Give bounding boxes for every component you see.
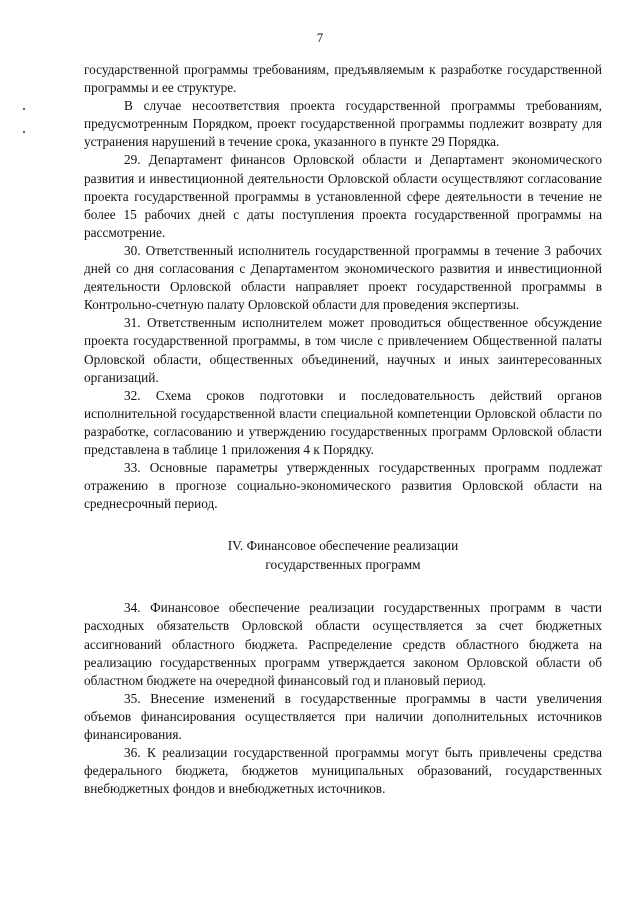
paragraph-32: 32. Схема сроков подготовки и последовательность действий органов исполнительной государственной власти специальной компетенции Орловской области по разработке, согласованию и утверждению государственных программ Орловской области представлена в таблице 1 приложения 4 к Порядку. — [84, 387, 602, 457]
paragraph-30: 30. Ответственный исполнитель государственной программы в течение 3 рабочих дней со дня согласования с Департаментом экономического развития и инвестиционной деятельности Орловской области направляет проект государственной программы в Контрольно-счетную палату Орловской области для проведения экспертизы. — [84, 242, 602, 313]
scan-mark — [23, 108, 25, 110]
paragraph-33: 33. Основные параметры утвержденных государственных программ подлежат отражению в прогнозе социально-экономического развития Орловской области на среднесрочный период. — [84, 460, 602, 512]
paragraph-31: 31. Ответственным исполнителем может проводиться общественное обсуждение проекта государственной программы, в том числе с привлечением Общественной палаты Орловской области, общественных объединений, научных и иных заинтересованных организаций. — [84, 315, 602, 385]
paragraph-mismatch-return: В случае несоответствия проекта государственной программы требованиям, предусмотренным Порядком, проект государственной программы подлежит возврату для устранения нарушений в течение срока, указанного в пункте 29 Порядка. — [84, 98, 602, 150]
paragraph-36: 36. К реализации государственной программы могут быть привлечены средства федерального бюджета, бюджетов муниципальных образований, государственных внебюджетных фондов и внебюджетных источников. — [84, 745, 602, 797]
section-heading-line-1: IV. Финансовое обеспечение реализации — [227, 538, 459, 554]
paragraph-35: 35. Внесение изменений в государственные программы в части увеличения объемов финансирования осуществляется при наличии дополнительных источников финансирования. — [84, 690, 602, 742]
document-body — [84, 61, 602, 798]
paragraph-29: 29. Департамент финансов Орловской области и Департамент экономического развития и инвестиционной деятельности Орловской области осуществляют согласование проекта государственной программы в установленной сфере деятельности в течение не более 15 рабочих дней с даты поступления проекта государственной программы на рассмотрение. — [84, 152, 602, 240]
paragraph-continuation: государственной программы требованиям, предъявляемым к разработке государственной программы и ее структуре. — [84, 62, 602, 96]
section-heading-line-2: государственных программ — [265, 556, 421, 572]
paragraph-34: 34. Финансовое обеспечение реализации государственных программ в части расходных обязательств Орловской области осуществляется за счет бюджетных ассигнований областного бюджета. Распределение средств областного бюджета на реализацию государственных программ утверждается законом Орловской области об областном бюджете на очередной финансовый год и плановый период. — [84, 600, 602, 688]
page-number: 7 — [316, 30, 324, 45]
section-heading — [84, 537, 602, 574]
scan-mark — [23, 131, 25, 133]
